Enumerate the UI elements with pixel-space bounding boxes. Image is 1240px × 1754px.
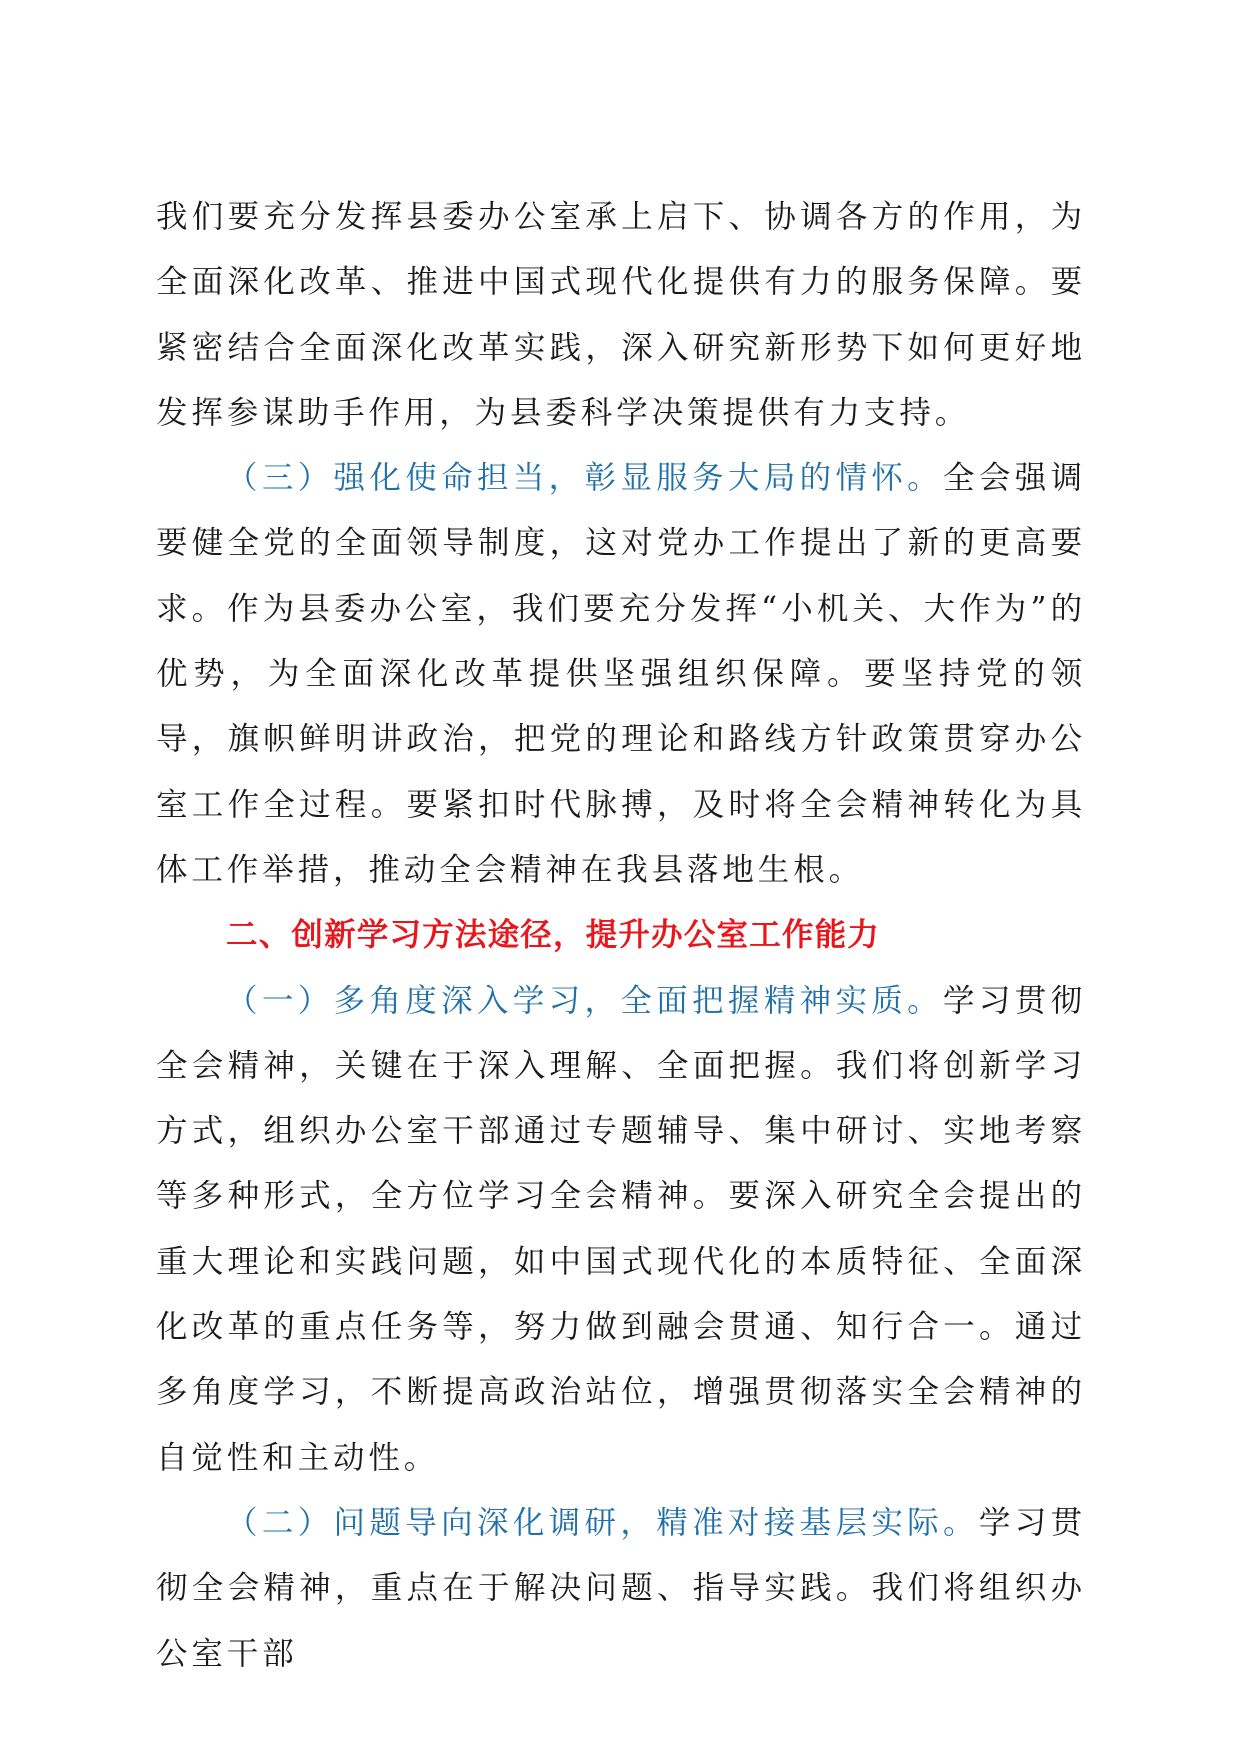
paragraph-continuation: 我们要充分发挥县委办公室承上启下、协调各方的作用，为全面深化改革、推进中国式现代化提供有力的服务保障。要紧密结合全面深化改革实践，深入研究新形势下如何更好地发挥参谋助手作用，为县委科学决策提供有力支持。 [156, 199, 1086, 431]
section-heading: 二、创新学习方法途径，提升办公室工作能力 [226, 917, 881, 954]
paragraph-body: 学习贯彻全会精神，关键在于深入理解、全面把握。我们将创新学习方式，组织办公室干部通过专题辅导、集中研讨、实地考察等多种形式，全方位学习全会精神。要深入研究全会提出的重大理论和实践问题，如中国式现代化的本质特征、全面深化改革的重点任务等，努力做到融会贯通、知行合一。通过多角度学习，不断提高政治站位，增强贯彻落实全会精神的自觉性和主动性。 [156, 982, 1086, 1476]
paragraph-subsection-2 [156, 1491, 1086, 1687]
subheading-1: （一）多角度深入学习，全面把握精神实质。 [226, 982, 944, 1019]
subheading-2: （二）问题导向深化调研，精准对接基层实际。 [226, 1504, 979, 1541]
paragraph-body: 学习贯彻全会精神，重点在于解决问题、指导实践。我们将组织办公室干部 [156, 1504, 1086, 1672]
paragraph-body: 全会强调要健全党的全面领导制度，这对党办工作提出了新的更高要求。作为县委办公室，我们要充分发挥“小机关、大作为”的优势，为全面深化改革提供坚强组织保障。要坚持党的领导，旗帜鲜明讲政治，把党的理论和路线方针政策贯穿办公室工作全过程。要紧扣时代脉搏，及时将全会精神转化为具体工作举措，推动全会精神在我县落地生根。 [156, 460, 1086, 888]
paragraph-subsection-1 [156, 969, 1086, 1491]
paragraph-subsection-3 [156, 446, 1086, 903]
document-body [156, 185, 1086, 1687]
subheading-3: （三）强化使命担当，彰显服务大局的情怀。 [226, 460, 944, 497]
